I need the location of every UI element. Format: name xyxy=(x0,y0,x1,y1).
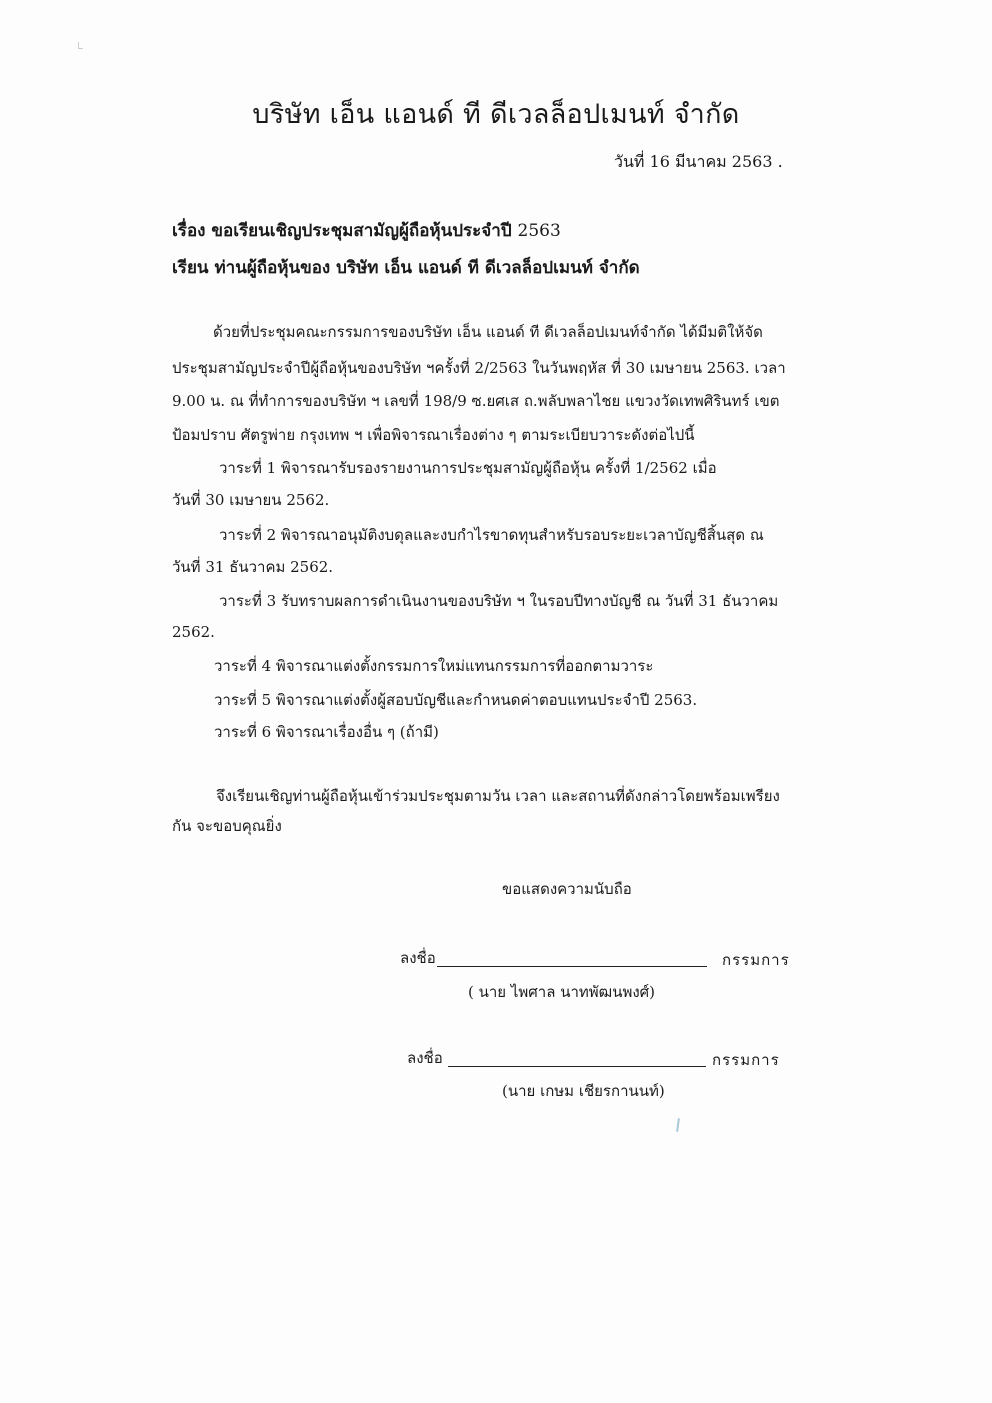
subject-year: 2563 xyxy=(517,221,561,241)
agenda-item-3: วาระที่ 3 รับทราบผลการดำเนินงานของบริษัท ฯ ในรอบปีทางบัญชี ณ วันที่ 31 ธันวาคม xyxy=(219,592,779,610)
letter-subject xyxy=(172,217,561,244)
signature-role: กรรมการ xyxy=(722,951,790,969)
signature-line xyxy=(448,1066,706,1067)
intro-line: ป้อมปราบ ศัตรูพ่าย กรุงเทพ ฯ เพื่อพิจารณาเรื่องต่าง ๆ ตามระเบียบวาระดังต่อไปนี้ xyxy=(172,426,695,444)
closing-line: กัน จะขอบคุณยิ่ง xyxy=(172,817,282,835)
signature-role: กรรมการ xyxy=(712,1051,780,1069)
closing-line: จึงเรียนเชิญท่านผู้ถือหุ้นเข้าร่วมประชุมตามวัน เวลา และสถานที่ดังกล่าวโดยพร้อมเพรียง xyxy=(216,787,780,805)
letter-recipient: เรียน ท่านผู้ถือหุ้นของ บริษัท เอ็น แอนด์ ที ดีเวลล็อปเมนท์ จำกัด xyxy=(172,258,640,278)
agenda-item-1: วาระที่ 1 พิจารณารับรองรายงานการประชุมสามัญผู้ถือหุ้น ครั้งที่ 1/2562 เมื่อ xyxy=(219,459,717,477)
company-title: บริษัท เอ็น แอนด์ ที ดีเวลล็อปเมนท์ จำกัด xyxy=(252,99,740,130)
scan-corner-mark xyxy=(78,42,83,49)
agenda-item-6: วาระที่ 6 พิจารณาเรื่องอื่น ๆ (ถ้ามี) xyxy=(214,723,439,741)
agenda-item-3-cont: 2562. xyxy=(172,623,215,641)
letter-date: วันที่ 16 มีนาคม 2563 . xyxy=(614,152,783,171)
signatory-name: ( นาย ไพศาล นาทพัฒนพงศ์) xyxy=(468,983,656,1001)
agenda-item-1-cont: วันที่ 30 เมษายน 2562. xyxy=(172,491,330,509)
subject-text: เรื่อง ขอเรียนเชิญประชุมสามัญผู้ถือหุ้นประจำปี xyxy=(172,221,512,241)
regards-text: ขอแสดงความนับถือ xyxy=(502,880,632,898)
signature-label: ลงชื่อ xyxy=(407,1049,443,1067)
agenda-item-2: วาระที่ 2 พิจารณาอนุมัติงบดุลและงบกำไรขาดทุนสำหรับรอบระยะเวลาบัญชีสิ้นสุด ณ xyxy=(219,526,764,544)
intro-line: ประชุมสามัญประจำปีผู้ถือหุ้นของบริษัท ฯครั้งที่ 2/2563 ในวันพฤหัส ที่ 30 เมษายน 2563. เวลา xyxy=(172,359,786,377)
agenda-item-2-cont: วันที่ 31 ธันวาคม 2562. xyxy=(172,558,334,576)
signature-label: ลงชื่อ xyxy=(400,949,436,967)
intro-line: 9.00 น. ณ ที่ทำการของบริษัท ฯ เลขที่ 198/9 ซ.ยศเส ถ.พลับพลาไชย แขวงวัดเทพศิรินทร์ เขต xyxy=(172,392,780,410)
agenda-item-5: วาระที่ 5 พิจารณาแต่งตั้งผู้สอบบัญชีและกำหนดค่าตอบแทนประจำปี 2563. xyxy=(214,691,698,709)
ink-mark xyxy=(676,1118,680,1132)
signature-line xyxy=(437,966,707,967)
signatory-name: (นาย เกษม เชียรกานนท์) xyxy=(502,1082,665,1100)
agenda-item-4: วาระที่ 4 พิจารณาแต่งตั้งกรรมการใหม่แทนกรรมการที่ออกตามวาระ xyxy=(214,657,654,675)
intro-line: ด้วยที่ประชุมคณะกรรมการของบริษัท เอ็น แอนด์ ที ดีเวลล็อปเมนท์จำกัด ได้มีมติให้จัด xyxy=(213,323,763,341)
